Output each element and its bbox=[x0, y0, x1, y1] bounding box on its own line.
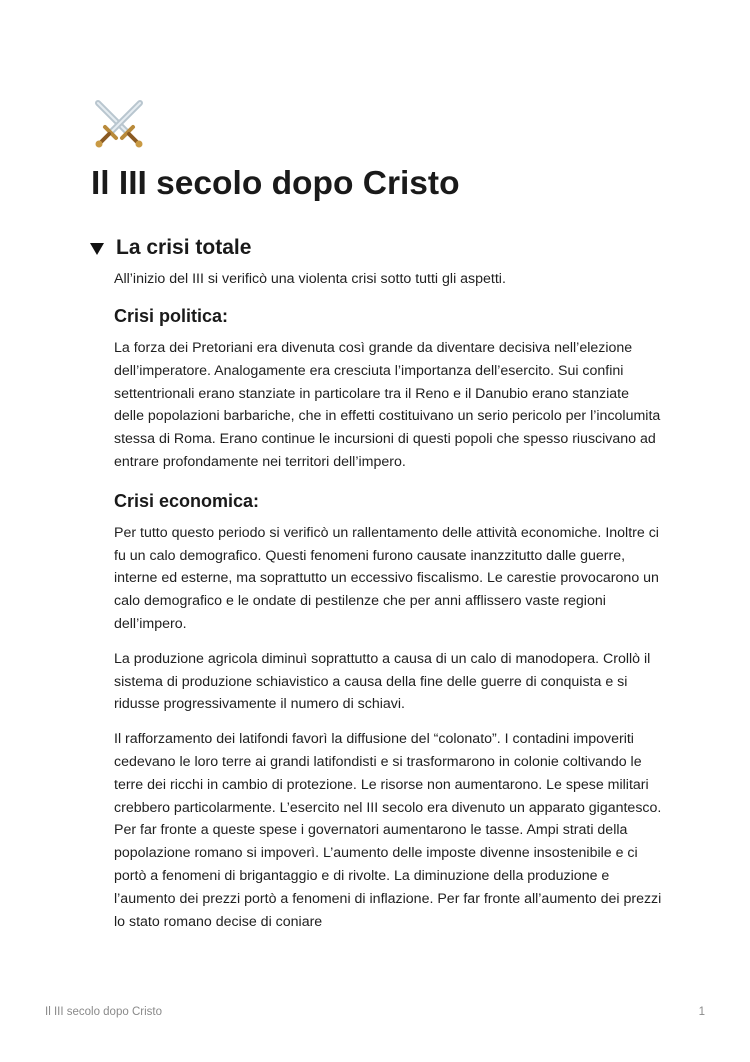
page-title: Il III secolo dopo Cristo bbox=[91, 165, 460, 202]
toggle-heading-crisi-totale[interactable] bbox=[90, 233, 251, 263]
paragraph-crisi-economica-1: Per tutto questo periodo si verificò un rallentamento delle attività economiche. Inoltre ci fu un calo demografico. Questi fenomeni furono causate inanzzitutto dalle guerre, interne ed esterne, ma soprattutto un eccessivo fiscalismo. Le carestie provocarono un calo demografico e le ondate di pestilenze che per anni afflissero vaste regioni dell’impero. bbox=[114, 524, 659, 632]
footer-document-title: Il III secolo dopo Cristo bbox=[45, 1006, 162, 1018]
footer-page-number: 1 bbox=[698, 1006, 705, 1018]
heading-crisi-economica: Crisi economica: bbox=[114, 490, 260, 511]
paragraph-crisi-economica-2: La produzione agricola diminuì soprattutto a causa di un calo di manodopera. Crollò il sistema di produzione schiavistico a causa della fine delle guerre di conquista e si ridusse progressivamente il numero di schiavi. bbox=[114, 650, 651, 713]
paragraph-crisi-politica: La forza dei Pretoriani era divenuta così grande da diventare decisiva nell’elezione dell’imperatore. Analogamente era cresciuta l’importanza dell’esercito. Sui confini settentrionali erano stanziate in particolare tra il Reno e il Danubio erano stanziate delle popolazioni barbariche, che in effetti costituivano un serio pericolo per l’incolumita stessa di Roma. Erano continue le incursioni di questi popoli che spesso riuscivano ad entrare profondamente nei territori dell’impero. bbox=[114, 340, 661, 470]
intro-paragraph: All’inizio del III si verificò una violenta crisi sotto tutti gli aspetti. bbox=[114, 271, 506, 287]
crossed-swords-icon bbox=[91, 97, 147, 153]
paragraph-crisi-economica-3: Il rafforzamento dei latifondi favorì la diffusione del “colonato”. I contadini impoveriti cedevano le loro terre ai grandi latifondisti e si trasformarono in colonie coltivando le terre dei ricchi in cambio di protezione. Le risorse non aumentarono. Le spese militari crebbero particolarmente. L’esercito nel III secolo era divenuto un apparato gigantesco. Per far fronte a queste spese i governatori aumentarono le tasse. Ampi strati della popolazione romano si impoverì. L’aumento delle imposte divenne insostenibile e ci portò a fenomeni di brigantaggio e di rivolte. La diminuzione della produzione e l’aumento dei prezzi portò a fenomeni di inflazione. Per far fronte all’aumento dei prezzi lo stato romano decise di coniare bbox=[114, 731, 662, 930]
toggle-heading-label: La crisi totale bbox=[116, 236, 252, 259]
triangle-down-icon[interactable] bbox=[90, 243, 104, 255]
toggle-content bbox=[114, 268, 662, 945]
heading-crisi-politica: Crisi politica: bbox=[114, 306, 229, 326]
